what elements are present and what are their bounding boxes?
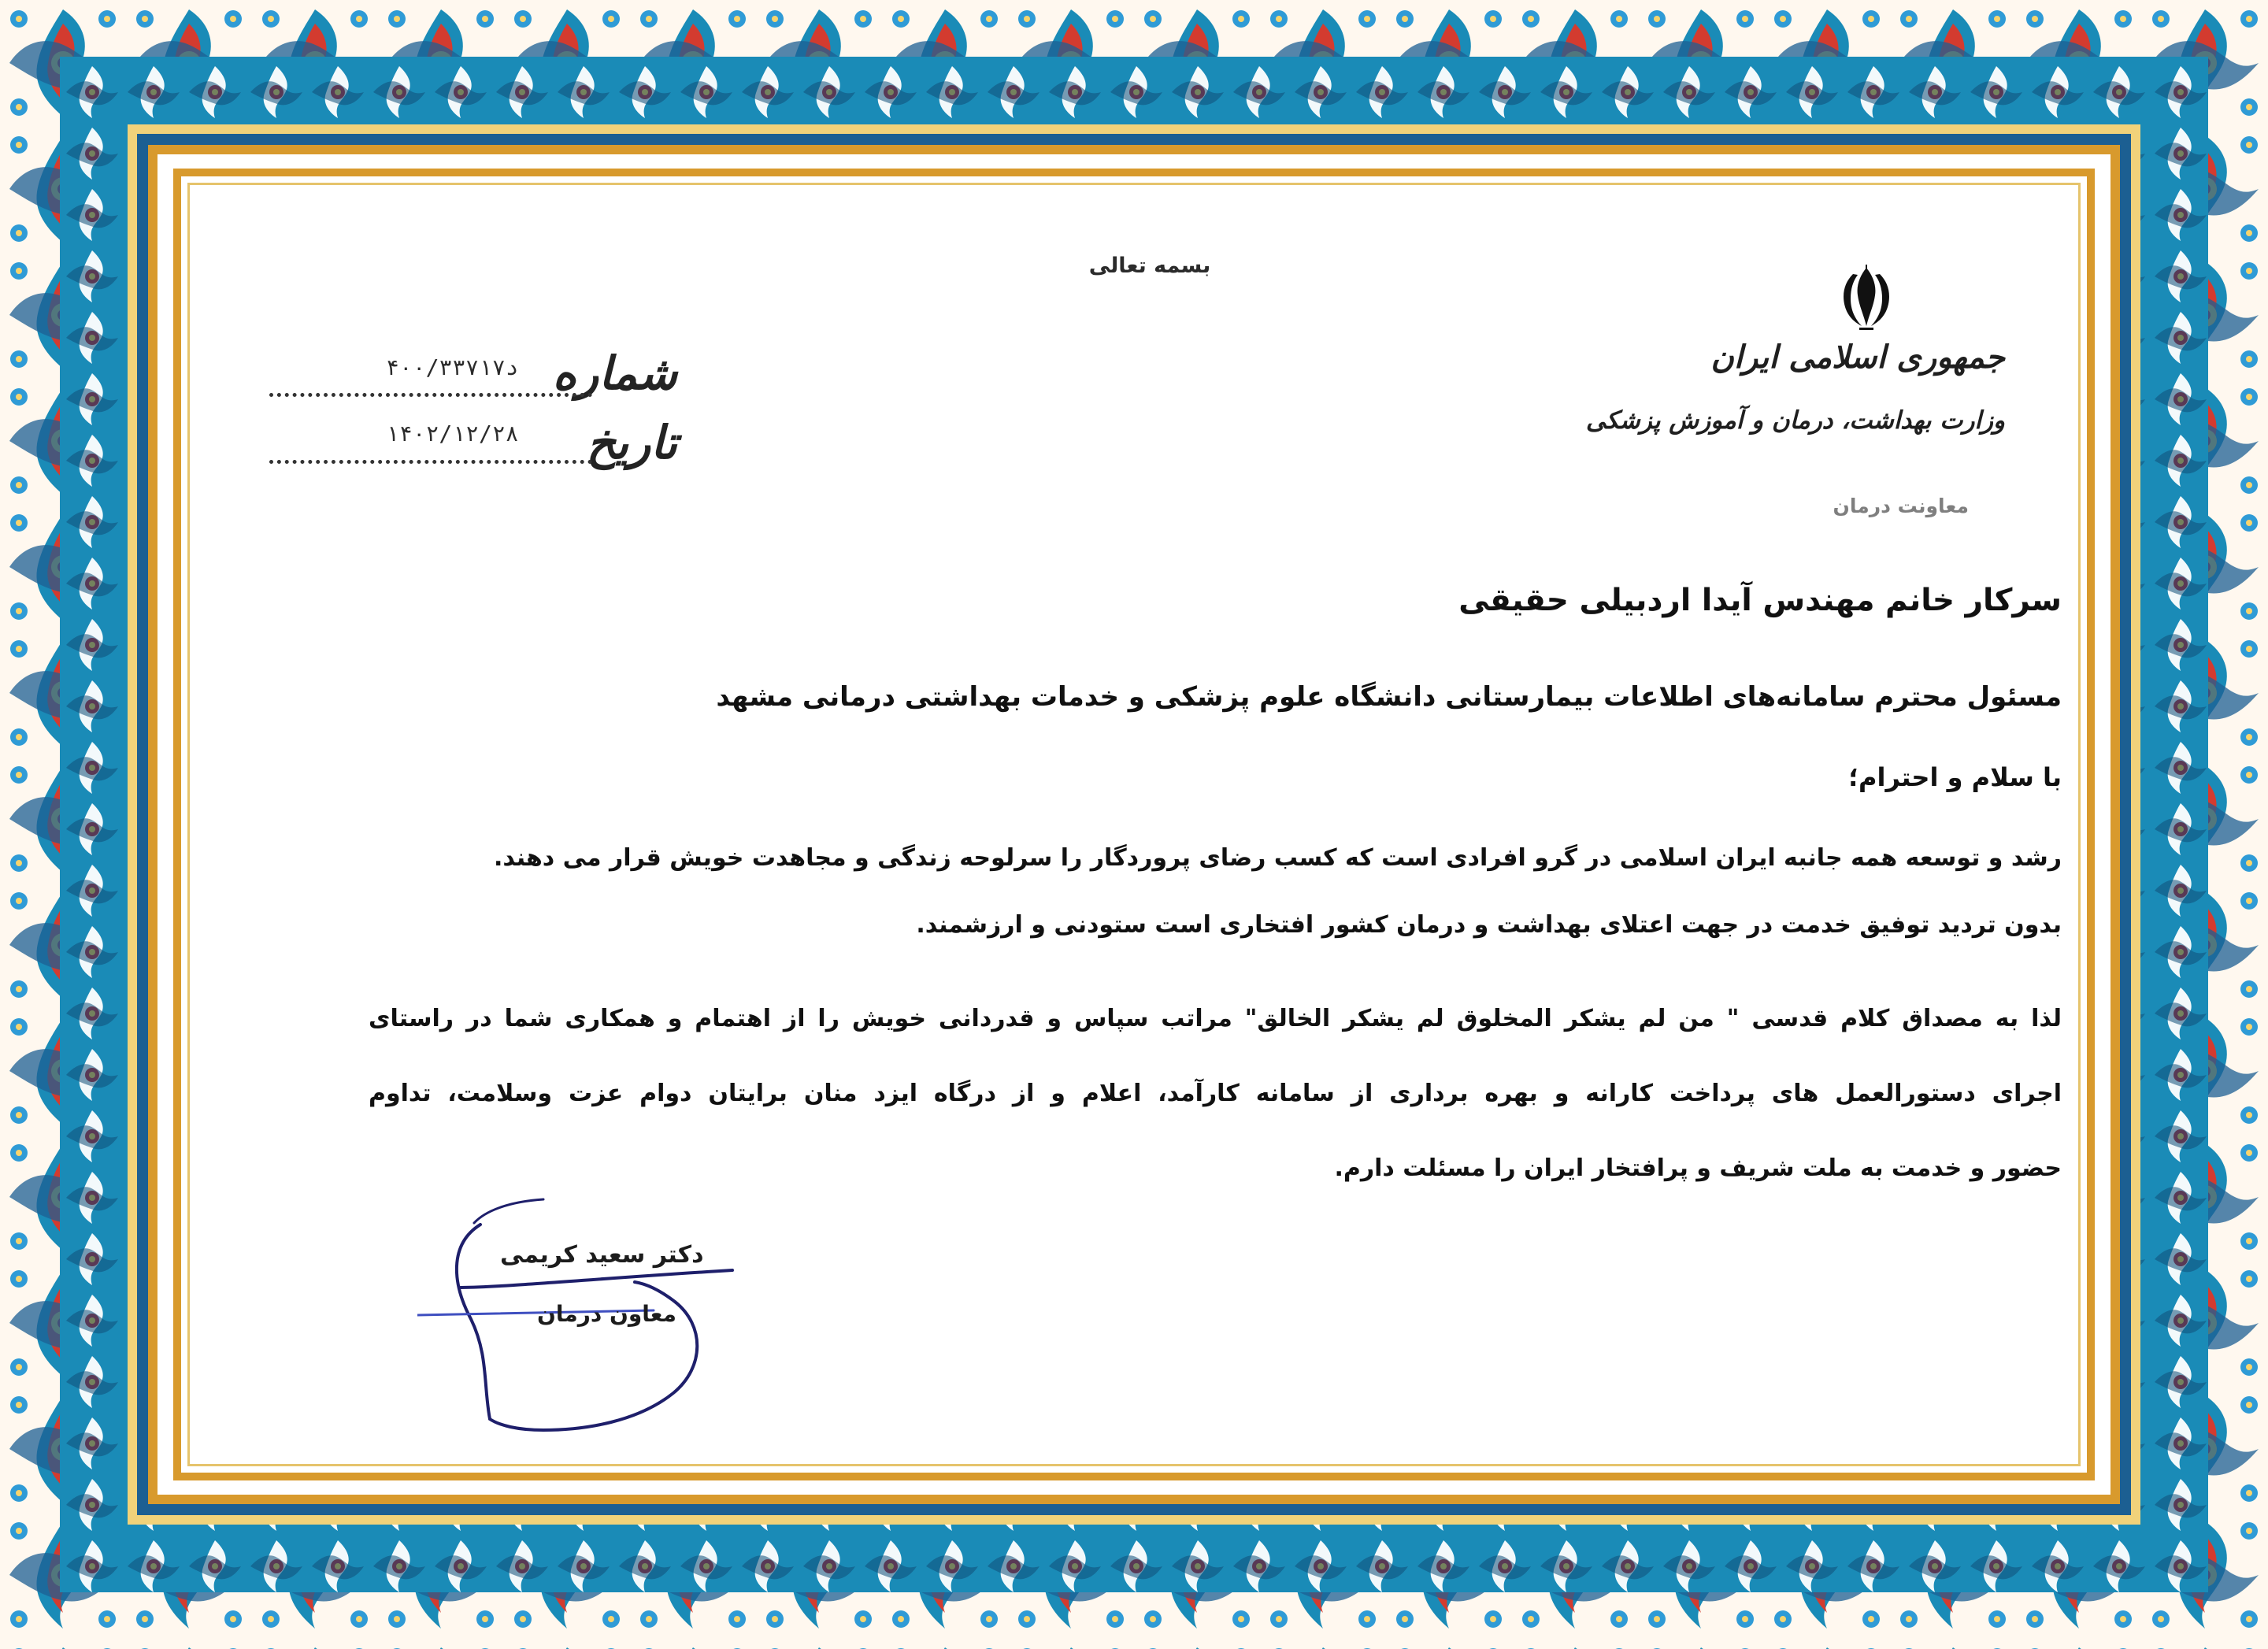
signer-name: دکتر سعید کریمی	[500, 1241, 704, 1269]
body-line-5: حضور و خدمت به ملت شریف و پرافتخار ایران را مسئلت دارم.	[1334, 1154, 2062, 1182]
addressee: سرکار خانم مهندس آیدا اردبیلی حقیقی	[1458, 583, 2062, 618]
reference-number: د۴۰۰/۳۳۷۱۷	[386, 354, 519, 380]
basmala-text: بسمه تعالی	[1088, 254, 1211, 278]
salutation: با سلام و احترام؛	[1848, 762, 2062, 792]
body-line-3: لذا به مصداق کلام قدسی " من لم یشکر المخلوق لم یشکر الخالق" مراتب سپاس و قدردانی خویش را از اهتمام و همکاری شما در راستای	[369, 1005, 2062, 1032]
iran-emblem-icon	[1831, 261, 1902, 332]
number-label: شماره	[552, 346, 677, 400]
reference-date-dotline	[269, 460, 592, 464]
body-line-2: بدون تردید توفیق خدمت در جهت اعتلای بهداشت و درمان کشور افتخاری است ستودنی و ارزشمند.	[916, 911, 2062, 939]
country-title: جمهوری اسلامی ایران	[1710, 339, 2005, 376]
ministry-header	[1585, 257, 2024, 542]
signature-block	[417, 1189, 756, 1441]
reference-number-dotline	[269, 393, 592, 397]
body-line-4: اجرای دستورالعمل های پرداخت کارانه و بهره برداری از سامانه کارآمد، اعلام و از درگاه ایزد منان برایتان دوام عزت وسلامت، تداوم	[369, 1080, 2062, 1107]
ministry-title: وزارت بهداشت، درمان و آموزش پزشکی	[1585, 406, 2005, 435]
body-line-1: رشد و توسعه همه جانبه ایران اسلامی در گرو افرادی است که کسب رضای پروردگار را سرلوحه زندگی و مجاهدت خویش قرار می دهند.	[493, 844, 2062, 872]
reference-area	[268, 339, 677, 504]
deputy-title: معاونت درمان	[1833, 495, 1969, 517]
date-label: تاریخ	[586, 416, 677, 469]
reference-date: ۱۴۰۲/۱۲/۲۸	[386, 421, 519, 447]
signer-title: معاون درمان	[537, 1301, 676, 1327]
position-line: مسئول محترم سامانه‌های اطلاعات بیمارستانی دانشگاه علوم پزشکی و خدمات بهداشتی درمانی مشهد	[716, 681, 2062, 713]
reference-labels	[552, 339, 677, 504]
